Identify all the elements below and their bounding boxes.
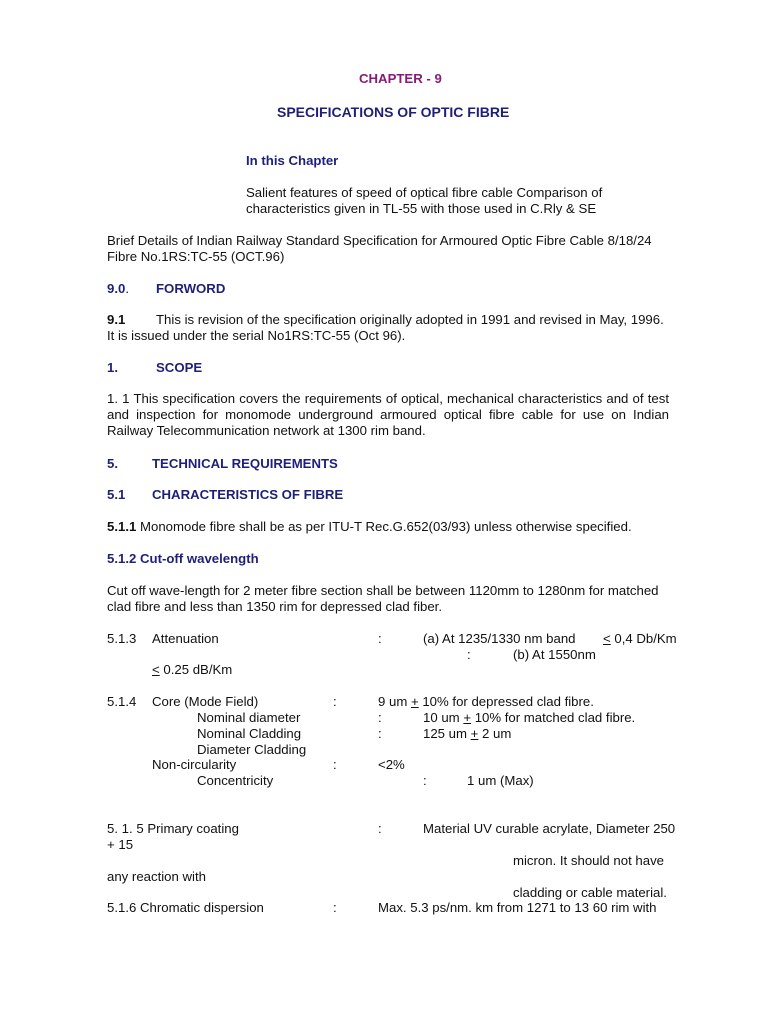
section-5-number: 5. xyxy=(107,456,118,471)
primary-coating-value-4: any reaction with xyxy=(107,869,206,884)
concentricity-label: Concentricity xyxy=(197,773,274,788)
section-5-1-title: CHARACTERISTICS OF FIBRE xyxy=(152,487,344,502)
non-circularity-value: <2% xyxy=(378,757,405,772)
attenuation-colon: : xyxy=(378,631,382,646)
section-9-1-text-2: It is issued under the serial No1RS:TC-55 (Oct 96). xyxy=(107,328,406,343)
nominal-cladding-value xyxy=(423,726,511,742)
plus-minus-symbol: + xyxy=(470,726,479,741)
less-equal-symbol: < xyxy=(152,662,160,677)
chromatic-dispersion-value: Max. 5.3 ps/nm. km from 1271 to 13 60 rim with xyxy=(378,900,657,915)
nominal-cladding-label: Nominal Cladding xyxy=(197,726,302,741)
nominal-diameter-label: Nominal diameter xyxy=(197,710,301,725)
plus-minus-symbol: + xyxy=(410,694,419,709)
section-9-1-text-1: This is revision of the specification originally adopted in 1991 and revised in May, 1996. xyxy=(156,312,664,327)
cutoff-text-2: clad fibre and less than 1350 rim for depressed clad fiber. xyxy=(107,599,443,614)
chromatic-dispersion-label: 5.1.6 Chromatic dispersion xyxy=(107,900,264,915)
attenuation-limit-a: 0,4 Db/Km xyxy=(610,631,677,646)
concentricity-colon: : xyxy=(423,773,427,788)
primary-coating-value-1: Material UV curable acrylate, Diameter 250 xyxy=(423,821,676,836)
core-value-1a: 9 um xyxy=(378,694,411,709)
section-5-1-1 xyxy=(107,519,632,535)
nominal-diameter-colon: : xyxy=(378,710,382,725)
section-5-1-1-number: 5.1.1 xyxy=(107,519,137,534)
core-value-1b: 10% for depressed clad fibre. xyxy=(418,694,594,709)
section-9-1-number: 9.1 xyxy=(107,312,126,327)
plus-minus-symbol: + xyxy=(463,710,472,725)
section-5-1-4-number: 5.1.4 xyxy=(107,694,137,709)
brief-details-line-2: Fibre No.1RS:TC-55 (OCT.96) xyxy=(107,249,285,264)
section-number: 9.0 xyxy=(107,281,126,296)
primary-coating-value-3: micron. It should not have xyxy=(513,853,665,868)
chapter-label: CHAPTER - 9 xyxy=(359,71,442,86)
section-dot: . xyxy=(125,281,130,296)
section-1-title: SCOPE xyxy=(156,360,203,375)
attenuation-value-a-limit xyxy=(603,631,677,647)
attenuation-label: Attenuation xyxy=(152,631,219,646)
nominal-diameter-value xyxy=(423,710,635,726)
section-5-1-3-number: 5.1.3 xyxy=(107,631,137,646)
in-this-chapter-heading: In this Chapter xyxy=(246,153,339,168)
section-9-0-title: FORWORD xyxy=(156,281,226,296)
page-title: SPECIFICATIONS OF OPTIC FIBRE xyxy=(277,104,510,120)
section-5-1-number: 5.1 xyxy=(107,487,126,502)
primary-coating-label: 5. 1. 5 Primary coating xyxy=(107,821,239,836)
diameter-cladding-label: Diameter Cladding xyxy=(197,742,307,757)
scope-text-3: Railway Telecommunication network at 1300 rim band. xyxy=(107,423,426,438)
non-circularity-label: Non-circularity xyxy=(152,757,237,772)
nominal-cladding-value-b: 2 um xyxy=(478,726,512,741)
scope-text-1: 1. 1 This specification covers the requirements of optical, mechanical characteristics and of test xyxy=(107,391,669,406)
core-label: Core (Mode Field) xyxy=(152,694,259,709)
attenuation-value-a: (a) At 1235/1330 nm band xyxy=(423,631,576,646)
primary-coating-value-2: + 15 xyxy=(107,837,134,852)
attenuation-limit-b: 0.25 dB/Km xyxy=(159,662,233,677)
concentricity-value: 1 um (Max) xyxy=(467,773,534,788)
section-5-1-2-heading: 5.1.2 Cut-off wavelength xyxy=(107,551,259,566)
primary-coating-value-5: cladding or cable material. xyxy=(513,885,667,900)
nominal-diameter-value-a: 10 um xyxy=(423,710,464,725)
cutoff-text-1: Cut off wave-length for 2 meter fibre section shall be between 1120mm to 1280nm for matched xyxy=(107,583,659,598)
section-9-0-heading xyxy=(107,281,129,297)
brief-details-line-1: Brief Details of Indian Railway Standard Specification for Armoured Optic Fibre Cable 8/18/24 xyxy=(107,233,652,248)
core-value-depressed xyxy=(378,694,594,710)
nominal-diameter-value-b: 10% for matched clad fibre. xyxy=(471,710,636,725)
non-circularity-colon: : xyxy=(333,757,337,772)
in-this-chapter-text-2: characteristics given in TL-55 with those used in C.Rly & SE xyxy=(246,201,597,216)
primary-coating-colon: : xyxy=(378,821,382,836)
section-5-title: TECHNICAL REQUIREMENTS xyxy=(152,456,338,471)
less-equal-symbol: < xyxy=(603,631,611,646)
chromatic-dispersion-colon: : xyxy=(333,900,337,915)
nominal-cladding-value-a: 125 um xyxy=(423,726,471,741)
attenuation-colon-2: : xyxy=(467,647,471,662)
nominal-cladding-colon: : xyxy=(378,726,382,741)
section-1-number: 1. xyxy=(107,360,118,375)
section-5-1-1-text: Monomode fibre shall be as per ITU-T Rec.G.652(03/93) unless otherwise specified. xyxy=(136,519,632,534)
core-colon: : xyxy=(333,694,337,709)
attenuation-value-b-limit xyxy=(152,662,232,678)
in-this-chapter-text-1: Salient features of speed of optical fibre cable Comparison of xyxy=(246,185,603,200)
attenuation-value-b: (b) At 1550nm xyxy=(513,647,596,662)
scope-text-2: and inspection for monomode underground armoured optical fibre cable for use on Indian xyxy=(107,407,669,422)
